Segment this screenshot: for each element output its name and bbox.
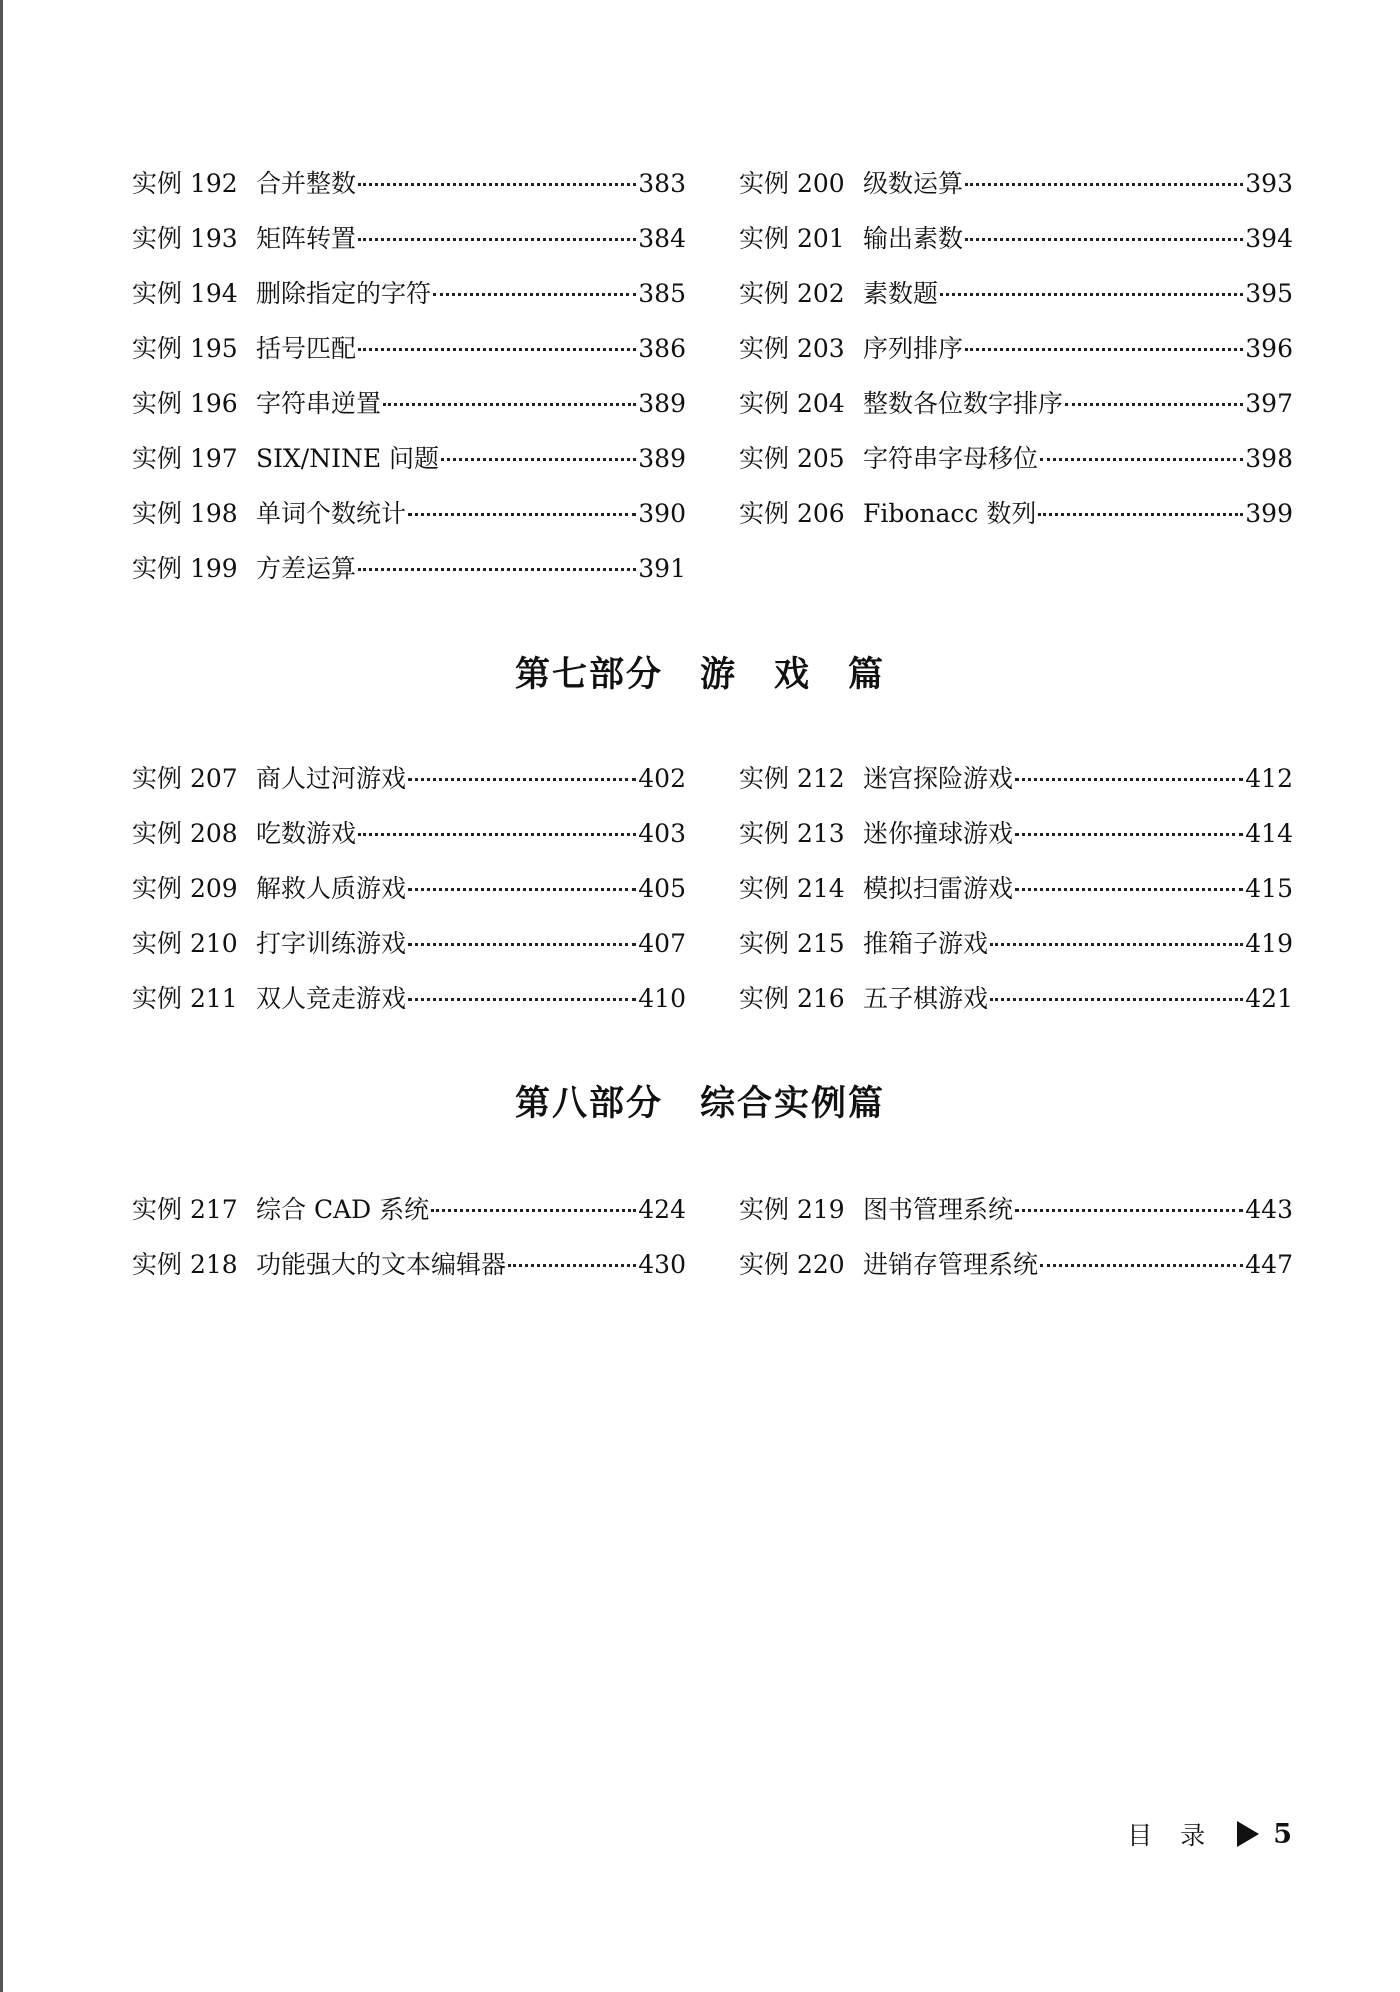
entry-title: 商人过河游戏 — [256, 764, 407, 793]
entry-number: 实例 216 — [739, 984, 845, 1013]
dot-leader — [383, 403, 636, 406]
toc-entry — [132, 486, 686, 541]
entry-title: 矩阵转置 — [256, 224, 357, 253]
dot-leader — [408, 888, 636, 891]
toc-entry — [739, 1237, 1293, 1292]
toc-entry — [739, 861, 1293, 916]
entry-title: 字符串字母移位 — [863, 444, 1039, 473]
toc-entry — [132, 1182, 686, 1237]
entry-title: 打字训练游戏 — [256, 929, 407, 958]
entry-page-number: 414 — [1245, 819, 1293, 848]
entry-page-number: 396 — [1245, 334, 1293, 363]
entry-page-number: 384 — [638, 224, 686, 253]
entry-page-number: 397 — [1245, 389, 1293, 418]
toc-entry — [132, 266, 686, 321]
toc-column-right — [739, 156, 1293, 541]
entry-page-number: 424 — [638, 1195, 686, 1224]
entry-title: 进销存管理系统 — [863, 1250, 1039, 1279]
entry-page-number: 399 — [1245, 499, 1293, 528]
entry-page-number: 383 — [638, 169, 686, 198]
dot-leader — [408, 778, 636, 781]
entry-page-number: 389 — [638, 389, 686, 418]
dot-leader — [358, 568, 636, 571]
entry-number: 实例 204 — [739, 389, 845, 418]
page-footer — [1127, 1816, 1292, 1852]
footer-label: 目录 — [1127, 1821, 1234, 1850]
toc-entry — [739, 1182, 1293, 1237]
dot-leader — [358, 833, 636, 836]
entry-number: 实例 197 — [132, 444, 238, 473]
toc-entry — [739, 486, 1293, 541]
dot-leader — [1038, 513, 1243, 516]
entry-number: 实例 202 — [739, 279, 845, 308]
entry-page-number: 386 — [638, 334, 686, 363]
entry-title: 字符串逆置 — [256, 389, 382, 418]
entry-page-number: 391 — [638, 554, 686, 583]
dot-leader — [1040, 458, 1243, 461]
entry-number: 实例 194 — [132, 279, 238, 308]
entry-number: 实例 207 — [132, 764, 238, 793]
entry-page-number: 403 — [638, 819, 686, 848]
entry-title: 单词个数统计 — [256, 499, 407, 528]
toc-entry — [739, 376, 1293, 431]
page-number: 5 — [1273, 1818, 1292, 1850]
entry-page-number: 398 — [1245, 444, 1293, 473]
entry-title: 序列排序 — [863, 334, 964, 363]
toc-entry — [132, 806, 686, 861]
dot-leader — [1065, 403, 1243, 406]
entry-number: 实例 218 — [132, 1250, 238, 1279]
entry-title: 五子棋游戏 — [863, 984, 989, 1013]
entry-number: 实例 208 — [132, 819, 238, 848]
dot-leader — [408, 943, 636, 946]
toc-column-right — [739, 1182, 1293, 1292]
dot-leader — [1015, 888, 1243, 891]
entry-page-number: 447 — [1245, 1250, 1293, 1279]
toc-entry — [739, 211, 1293, 266]
toc-column-left — [132, 751, 686, 1026]
toc-column-left — [132, 156, 686, 596]
entry-title: SIX/NINE 问题 — [256, 444, 440, 473]
toc-entry — [132, 916, 686, 971]
entry-page-number: 443 — [1245, 1195, 1293, 1224]
entry-title: 括号匹配 — [256, 334, 357, 363]
entry-title: 删除指定的字符 — [256, 279, 432, 308]
dot-leader — [1040, 1264, 1243, 1267]
entry-number: 实例 193 — [132, 224, 238, 253]
section-heading-part7: 第七部分 游 戏 篇 — [514, 655, 885, 695]
dot-leader — [965, 348, 1243, 351]
entry-number: 实例 215 — [739, 929, 845, 958]
toc-entry — [739, 266, 1293, 321]
dot-leader — [408, 998, 636, 1001]
dot-leader — [1015, 1209, 1243, 1212]
dot-leader — [990, 998, 1243, 1001]
entry-number: 实例 212 — [739, 764, 845, 793]
toc-entry — [739, 156, 1293, 211]
entry-number: 实例 195 — [132, 334, 238, 363]
dot-leader — [358, 183, 636, 186]
dot-leader — [441, 458, 636, 461]
toc-entry — [739, 431, 1293, 486]
entry-number: 实例 209 — [132, 874, 238, 903]
toc-entry — [132, 211, 686, 266]
entry-page-number: 390 — [638, 499, 686, 528]
entry-title: 推箱子游戏 — [863, 929, 989, 958]
entry-title: Fibonacc 数列 — [863, 499, 1037, 528]
entry-title: 方差运算 — [256, 554, 357, 583]
entry-title: 迷你撞球游戏 — [863, 819, 1014, 848]
entry-number: 实例 220 — [739, 1250, 845, 1279]
toc-entry — [132, 861, 686, 916]
entry-title: 合并整数 — [256, 169, 357, 198]
toc-entry — [132, 751, 686, 806]
toc-column-left — [132, 1182, 686, 1292]
entry-number: 实例 214 — [739, 874, 845, 903]
entry-number: 实例 210 — [132, 929, 238, 958]
dot-leader — [965, 183, 1243, 186]
entry-title: 解救人质游戏 — [256, 874, 407, 903]
entry-number: 实例 205 — [739, 444, 845, 473]
dot-leader — [408, 513, 636, 516]
entry-page-number: 394 — [1245, 224, 1293, 253]
triangle-right-icon — [1237, 1821, 1259, 1847]
entry-number: 实例 211 — [132, 984, 238, 1013]
entry-number: 实例 200 — [739, 169, 845, 198]
toc-entry — [739, 321, 1293, 376]
dot-leader — [965, 238, 1243, 241]
page-edge — [0, 0, 3, 1992]
entry-number: 实例 213 — [739, 819, 845, 848]
entry-title: 素数题 — [863, 279, 939, 308]
entry-page-number: 389 — [638, 444, 686, 473]
entry-number: 实例 219 — [739, 1195, 845, 1224]
entry-number: 实例 199 — [132, 554, 238, 583]
entry-page-number: 393 — [1245, 169, 1293, 198]
dot-leader — [1015, 778, 1243, 781]
toc-entry — [132, 541, 686, 596]
toc-entry — [132, 431, 686, 486]
entry-number: 实例 206 — [739, 499, 845, 528]
entry-title: 输出素数 — [863, 224, 964, 253]
entry-page-number: 421 — [1245, 984, 1293, 1013]
entry-page-number: 407 — [638, 929, 686, 958]
entry-title: 吃数游戏 — [256, 819, 357, 848]
entry-title: 级数运算 — [863, 169, 964, 198]
toc-entry — [132, 376, 686, 431]
entry-page-number: 385 — [638, 279, 686, 308]
toc-column-right — [739, 751, 1293, 1026]
toc-entry — [739, 806, 1293, 861]
entry-page-number: 415 — [1245, 874, 1293, 903]
toc-entry — [739, 916, 1293, 971]
entry-number: 实例 203 — [739, 334, 845, 363]
dot-leader — [358, 348, 636, 351]
entry-page-number: 410 — [638, 984, 686, 1013]
dot-leader — [1015, 833, 1243, 836]
toc-entry — [739, 751, 1293, 806]
entry-page-number: 402 — [638, 764, 686, 793]
entry-number: 实例 217 — [132, 1195, 238, 1224]
dot-leader — [508, 1264, 636, 1267]
toc-entry — [132, 321, 686, 376]
entry-page-number: 430 — [638, 1250, 686, 1279]
entry-number: 实例 201 — [739, 224, 845, 253]
dot-leader — [990, 943, 1243, 946]
entry-title: 图书管理系统 — [863, 1195, 1014, 1224]
entry-page-number: 419 — [1245, 929, 1293, 958]
dot-leader — [940, 293, 1243, 296]
dot-leader — [433, 293, 636, 296]
entry-page-number: 412 — [1245, 764, 1293, 793]
entry-number: 实例 192 — [132, 169, 238, 198]
toc-entry — [132, 1237, 686, 1292]
entry-title: 模拟扫雷游戏 — [863, 874, 1014, 903]
entry-title: 整数各位数字排序 — [863, 389, 1064, 418]
dot-leader — [358, 238, 636, 241]
entry-title: 综合 CAD 系统 — [256, 1195, 430, 1224]
entry-title: 迷宫探险游戏 — [863, 764, 1014, 793]
section-heading-part8: 第八部分 综合实例篇 — [514, 1084, 885, 1124]
toc-entry — [132, 156, 686, 211]
entry-number: 实例 198 — [132, 499, 238, 528]
dot-leader — [431, 1209, 636, 1212]
toc-entry — [132, 971, 686, 1026]
entry-page-number: 395 — [1245, 279, 1293, 308]
entry-number: 实例 196 — [132, 389, 238, 418]
toc-entry — [739, 971, 1293, 1026]
entry-page-number: 405 — [638, 874, 686, 903]
entry-title: 双人竞走游戏 — [256, 984, 407, 1013]
entry-title: 功能强大的文本编辑器 — [256, 1250, 507, 1279]
